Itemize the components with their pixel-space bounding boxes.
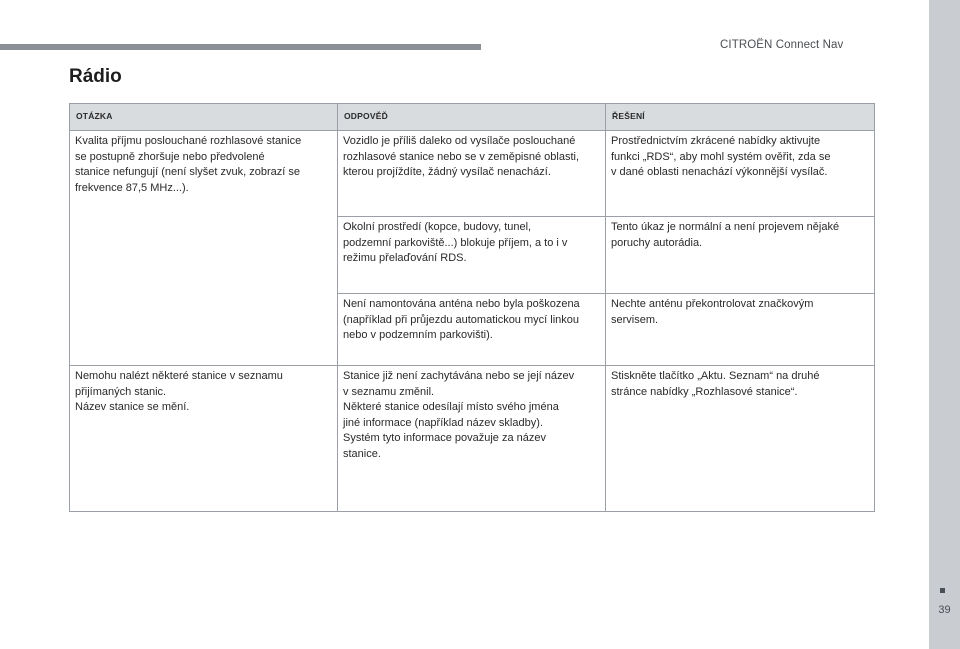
table-row <box>70 131 875 217</box>
answer-line: Není namontována anténa nebo byla poškozena <box>343 298 580 310</box>
question-line: Název stanice se mění. <box>75 401 190 414</box>
answer-line: v seznamu změnil. <box>343 385 435 398</box>
answer-line: Okolní prostředí (kopce, budovy, tunel, <box>343 221 532 233</box>
answer-line: Některé stanice odesílají místo svého jména <box>343 401 559 414</box>
solution-line: Prostřednictvím zkrácené nabídky aktivujte <box>611 135 821 147</box>
question-cell <box>70 366 338 512</box>
column-header-answer: ODPOVĚĎ <box>338 104 606 131</box>
answer-line: podzemní parkoviště...) blokuje příjem, a to i v <box>343 236 568 249</box>
answer-line: Vozidlo je příliš daleko od vysílače poslouchané <box>343 135 576 147</box>
answer-cell <box>338 217 606 294</box>
question-line: stanice nefungují (není slyšet zvuk, zobrazí se <box>75 166 301 179</box>
solution-cell <box>606 294 875 366</box>
answer-cell <box>338 366 606 512</box>
solution-line: Tento úkaz je normální a není projevem nějaké <box>611 221 840 233</box>
column-header-question: OTÁZKA <box>70 104 338 131</box>
solution-line: poruchy autorádia. <box>611 236 703 249</box>
answer-line: kterou projíždíte, žádný vysílač nenachází. <box>343 166 551 179</box>
question-cell-continued <box>70 294 338 366</box>
answer-line: jiné informace (například název skladby). <box>343 416 543 429</box>
question-line: frekvence 87,5 MHz...). <box>75 181 189 194</box>
table-header-row <box>70 104 875 131</box>
solution-line: v dané oblasti nenachází výkonnější vysílač. <box>611 166 828 179</box>
faq-table <box>69 103 875 512</box>
solution-line: Nechte anténu překontrolovat značkovým <box>611 298 814 310</box>
solution-line: Stiskněte tlačítko „Aktu. Seznam“ na druhé <box>611 370 820 382</box>
answer-line: rozhlasové stanice nebo se v zeměpisné oblasti, <box>343 150 580 163</box>
table-row <box>70 294 875 366</box>
question-line: se postupně zhoršuje nebo předvolené <box>75 150 265 163</box>
solution-line: servisem. <box>611 313 659 326</box>
table-row <box>70 366 875 512</box>
answer-cell <box>338 131 606 217</box>
column-header-solution: ŘEŠENÍ <box>606 104 875 131</box>
question-cell <box>70 131 338 217</box>
side-strip <box>929 0 960 649</box>
table-row <box>70 217 875 294</box>
solution-line: stránce nabídky „Rozhlasové stanice“. <box>611 385 798 398</box>
question-line: Nemohu nalézt některé stanice v seznamu <box>75 370 283 382</box>
solution-cell <box>606 217 875 294</box>
answer-line: Systém tyto informace považuje za název <box>343 432 546 445</box>
solution-cell <box>606 131 875 217</box>
page-number: 39 <box>938 604 951 616</box>
header-brand: CITROËN Connect Nav <box>720 39 844 51</box>
question-line: přijímaných stanic. <box>75 385 167 398</box>
answer-cell <box>338 294 606 366</box>
answer-line: (například při průjezdu automatickou mycí linkou <box>343 313 580 326</box>
answer-line: režimu přelaďování RDS. <box>343 252 467 265</box>
solution-line: funkci „RDS“, aby mohl systém ověřit, zda se <box>611 150 831 163</box>
solution-cell <box>606 366 875 512</box>
section-title: Rádio <box>69 66 122 87</box>
question-line: Kvalita příjmu poslouchané rozhlasové stanice <box>75 135 302 147</box>
page-marker <box>940 588 945 593</box>
question-cell-continued <box>70 217 338 294</box>
answer-line: stanice. <box>343 447 381 460</box>
answer-line: nebo v podzemním parkovišti). <box>343 329 493 342</box>
header-rule <box>0 44 481 50</box>
answer-line: Stanice již není zachytávána nebo se její název <box>343 370 575 382</box>
